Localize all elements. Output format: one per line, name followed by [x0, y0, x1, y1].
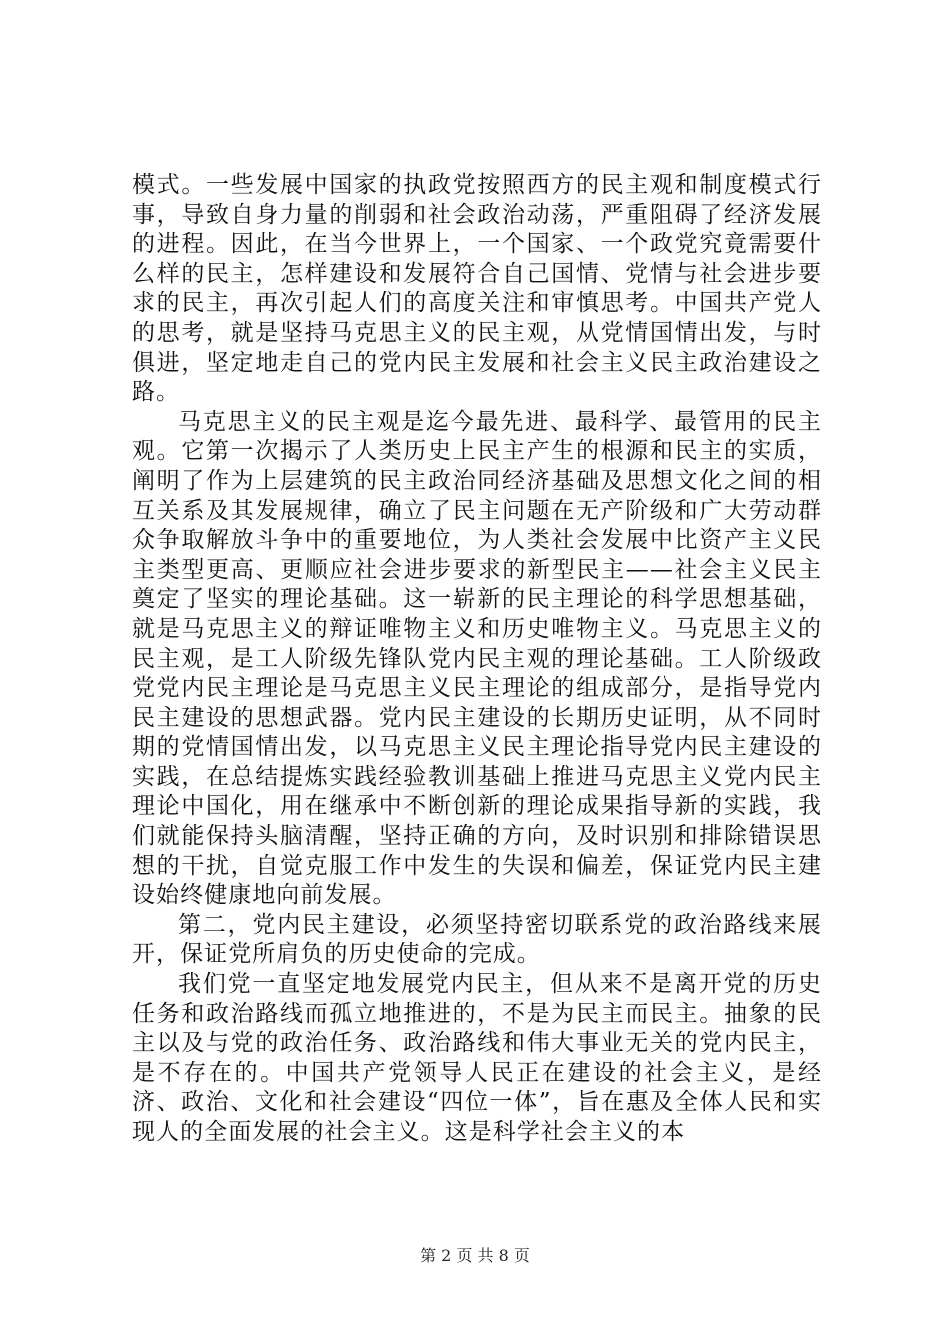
paragraph-3: 第二，党内民主建设，必须坚持密切联系党的政治路线来展开，保证党所肩负的历史使命的完成。	[132, 911, 822, 968]
document-body	[132, 171, 822, 1148]
page-number-footer: 第 2 页 共 8 页	[420, 1246, 530, 1265]
paragraph-4: 我们党一直坚定地发展党内民主，但从来不是离开党的历史任务和政治路线而孤立地推进的，不是为民主而民主。抽象的民主以及与党的政治任务、政治路线和伟大事业无关的党内民主，是不存在的。中国共产党领导人民正在建设的社会主义，是经济、政治、文化和社会建设“四位一体”，旨在惠及全体人民和实现人的全面发展的社会主义。这是科学社会主义的本	[132, 971, 822, 1145]
paragraph-1: 模式。一些发展中国家的执政党按照西方的民主观和制度模式行事，导致自身力量的削弱和社会政治动荡，严重阻碍了经济发展的进程。因此，在当今世界上，一个国家、一个政党究竟需要什么样的民主，怎样建设和发展符合自己国情、党情与社会进步要求的民主，再次引起人们的高度关注和审慎思考。中国共产党人的思考，就是坚持马克思主义的民主观，从党情国情出发，与时俱进，坚定地走自己的党内民主发展和社会主义民主政治建设之路。	[132, 172, 822, 406]
paragraph-2: 马克思主义的民主观是迄今最先进、最科学、最管用的民主观。它第一次揭示了人类历史上民主产生的根源和民主的实质，阐明了作为上层建筑的民主政治同经济基础及思想文化之间的相互关系及其发展规律，确立了民主问题在无产阶级和广大劳动群众争取解放斗争中的重要地位，为人类社会发展中比资产主义民主类型更高、更顺应社会进步要求的新型民主——社会主义民主奠定了坚实的理论基础。这一崭新的民主理论的科学思想基础，就是马克思主义的辩证唯物主义和历史唯物主义。马克思主义的民主观，是工人阶级先锋队党内民主观的理论基础。工人阶级政党党内民主理论是马克思主义民主理论的组成部分，是指导党内民主建设的思想武器。党内民主建设的长期历史证明，从不同时期的党情国情出发，以马克思主义民主理论指导党内民主建设的实践，在总结提炼实践经验教训基础上推进马克思主义党内民主理论中国化，用在继承中不断创新的理论成果指导新的实践，我们就能保持头脑清醒，坚持正确的方向，及时识别和排除错误思想的干扰，自觉克服工作中发生的失误和偏差，保证党内民主建设始终健康地向前发展。	[132, 408, 822, 909]
